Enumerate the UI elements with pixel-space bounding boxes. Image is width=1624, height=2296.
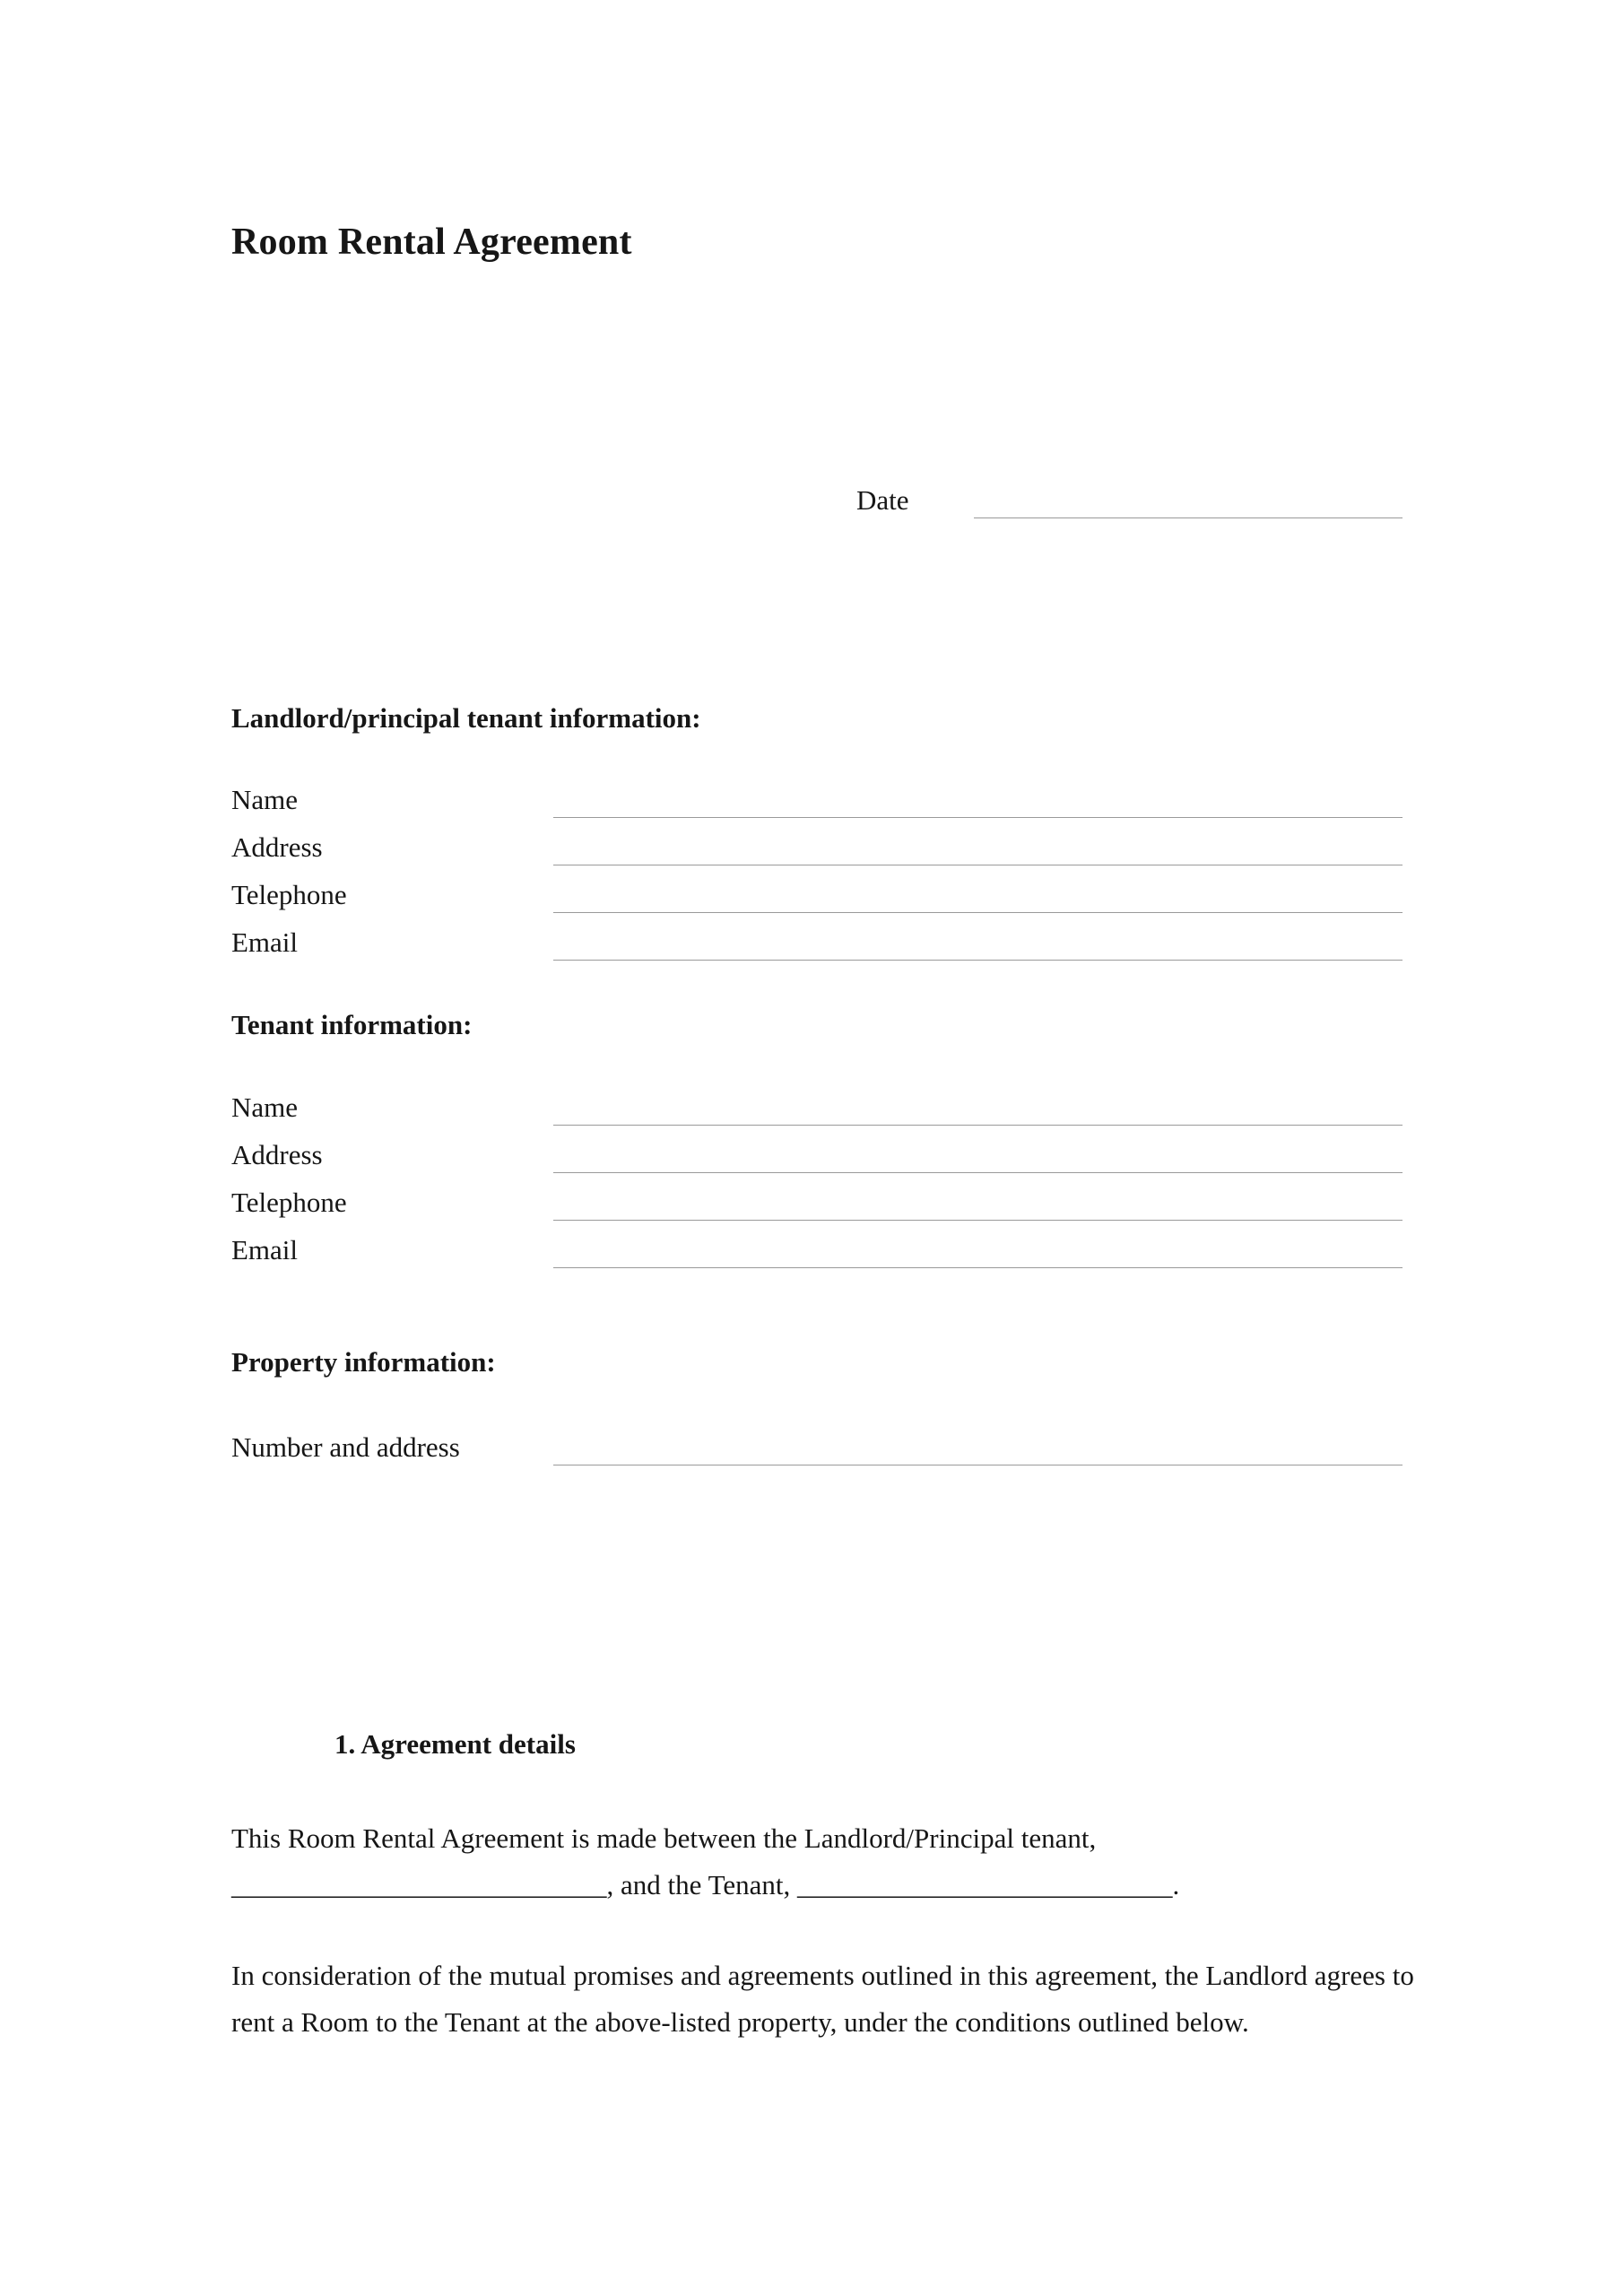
landlord-telephone-row <box>231 877 1403 913</box>
tenant-telephone-label: Telephone <box>231 1187 347 1218</box>
tenant-address-line[interactable] <box>553 1142 1403 1173</box>
landlord-telephone-line[interactable] <box>553 882 1403 913</box>
tenant-email-label: Email <box>231 1234 299 1265</box>
agreement-details-heading: 1. Agreement details <box>334 1728 576 1760</box>
landlord-name-row <box>231 782 1403 818</box>
tenant-address-label: Address <box>231 1139 323 1170</box>
document-title: Room Rental Agreement <box>231 222 632 263</box>
date-row <box>856 483 1403 518</box>
property-address-row <box>231 1430 1403 1465</box>
tenant-email-line[interactable] <box>553 1237 1403 1268</box>
agreement-paragraph-1 <box>231 1815 1417 1909</box>
tenant-email-row <box>231 1232 1403 1268</box>
agreement-paragraph-1-line-1: This Room Rental Agreement is made between the Landlord/Principal tenant, <box>231 1822 1097 1854</box>
tenant-telephone-line[interactable] <box>553 1189 1403 1221</box>
property-address-line[interactable] <box>553 1434 1403 1465</box>
property-section-heading: Property information: <box>231 1346 496 1378</box>
landlord-address-label: Address <box>231 831 323 863</box>
landlord-email-label: Email <box>231 926 299 958</box>
property-address-label: Number and address <box>231 1431 460 1463</box>
date-label: Date <box>856 484 909 516</box>
tenant-name-row <box>231 1090 1403 1126</box>
tenant-name-line[interactable] <box>553 1094 1403 1126</box>
date-input-line[interactable] <box>974 487 1403 518</box>
tenant-address-row <box>231 1137 1403 1173</box>
tenant-section-heading: Tenant information: <box>231 1009 473 1040</box>
tenant-name-label: Name <box>231 1091 299 1123</box>
landlord-address-row <box>231 830 1403 865</box>
landlord-name-label: Name <box>231 784 299 815</box>
landlord-email-row <box>231 925 1403 961</box>
agreement-paragraph-2: In consideration of the mutual promises and agreements outlined in this agreement, the Landlord agrees to rent a Room to the Tenant at the above-listed property, under the conditions outlined below. <box>231 1960 1414 2038</box>
landlord-name-line[interactable] <box>553 787 1403 818</box>
landlord-address-line[interactable] <box>553 834 1403 865</box>
landlord-telephone-label: Telephone <box>231 879 347 910</box>
tenant-telephone-row <box>231 1185 1403 1221</box>
agreement-paragraph-1-line-2: ___________________________, and the Tenant, ___________________________. <box>231 1869 1180 1900</box>
landlord-email-line[interactable] <box>553 929 1403 961</box>
landlord-section-heading: Landlord/principal tenant information: <box>231 702 701 734</box>
